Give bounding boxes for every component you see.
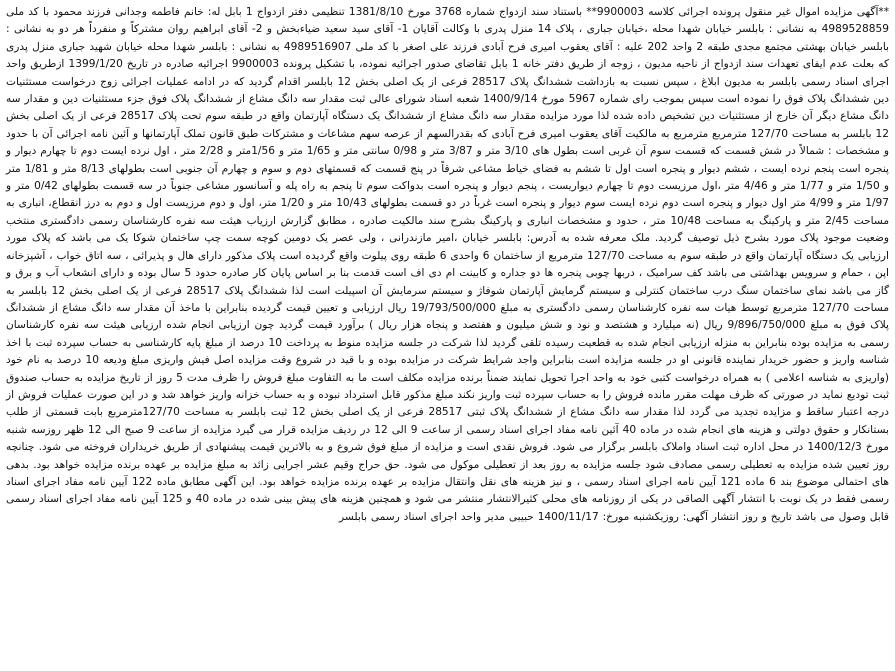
auction-notice-body: **آگهی مزایده اموال غیر منقول پرونده اجرائی کلاسه 9900003** باستناد سند ازدواج شماره 3768 مورخ 1381/8/10 تنظیمی دفتر ازدواج 1 بابل له: خانم فاطمه وجدانی فرزند محمود با کد ملی 4989528859 به نشانی : بابلسر خیابان شهدا محله ،خیابان جباری ، پلاک 14 منزل پدری با وکالت آقایان 1- آقای سید سعید ضیاءبخش و 2- آقای ابراهیم روان مشترکاً و منفرداً هر دو به نشانی : بابلسر خیابان بهشتی مجتمع مجدی طبقه 2 واحد 202 علیه : آقای یعقوب امیری فرح آبادی فرزند علی اصغر با کد ملی 4989516907 به نشانی : بابلسر شهدا محله خیابان شهید جباری منزل پدری که بعلت عدم ایفای تعهدات سند ازدواج از ناحیه مدیون ، زوجه از طریق دفتر خانه 1 بابل تقاضای صدور اجرائیه نموده، با تشکیل پرونده 9900003 اجرائیه صادره در تاریخ 1399/1/20 ازطریق واحد اجرای اسناد رسمی بابلسر به مدیون ابلاغ ، سپس نسبت به بازداشت ششدانگ پلاک 28517 فرعی از یک اصلی بخش 12 بابلسر اقدام گردید که در ادامه عملیات اجرائی زوج درخواست مستثنیات دین ششدانگ پلاک فوق را نموده است سپس بموجب رای شماره 5967 مورخ 1400/9/14 شعبه اسناد شورای عالی ثبت مقدار سه دانگ مشاع از ششدانگ پلاک فوق جزء مستثنیات دین و مقدار سه دانگ مشاع دیگر آن خارج از مستثنیات دین تشخیص داده شده لذا مورد مزایده مقدار سه دانگ مشاع از ششدانگ یک دستگاه آپارتمان واقع در طبقه سوم تحت پلاک 28517 فرعی از یک اصلی بخش 12 بابلسر به مساحت 127/70 مترمربع مترمربع به مالکیت آقای یعقوب امیری فرح آبادی که بقدرالسهم از عرصه سهم مشاعات و مشترکات طبق قانون تملک آپارتمانها و آئین نامه اجرائی آن با حدود و مشخصات : شمالاً در شش قسمت که قسمت سوم آن غربی است بطول های 3/10 متر و 3/87 متر و 0/98 سانتی متر و 1/65 متر و 1/56متر و 2/28 متر ، اول نرده ایست دوم تا چهارم دیوار و پنجره است پنجم نرده ایست ، ششم دیوار و پنجره است اول تا ششم به فضای خیاط مشاعی شرقاً در پنج قسمت که قسمتهای دوم و سوم و چهارم آن جنوبی است بطولهای 8/13 متر و 1/81 متر و 1/50 متر و 1/77 متر و 4/46 متر ،اول مرزیست دوم تا چهارم دیواریست ، پنجم دیوار و پنجره است بدواکت سوم تا پنجم به راه پله و آسانسور مشاعی جنوباً در سه قسمت بطولهای 0/42 متر و 1/97 متر و 4/99 متر اول دیوار و پنجره است دوم نرده ایست سوم دیوار و پنجره است غرباً در دو قسمت بطولهای 10/43 متر و 1/20 متر، اول و دوم مرزیست اول و دوم به درز انقطاع، انباری به مساحت 2/45 متر و پارکینگ به مساحت 10/48 متر ، حدود و مشخصات انباری و پارکینگ بشرح سند مالکیت صادره ، مطابق گزارش ارزیاب هیئت سه نفره کارشناسان رسمی دادگستری منتخب وضعیت موجود پلاک مورد بشرح ذیل توصیف گردید. ملک معرفه شده به آدرس: بابلسر خیابان ،امیر مازندرانی ، ولی عصر یک دومین کوچه سمت چپ ساختمان شوکا یک می باشد که پلاک مورد ارزیابی یک دستگاه آپارتمان واقع در طبقه سوم به مساحت 127/70 مترمربع از ساختمان 6 واحدی 6 طبقه روی پیلوت واقع گردیده است پلاک مذکور دارای هال و پذیرائی ، سه اتاق خواب ، آشپزخانه اپن ، حمام و سرویس بهداشتی می باشد کف سرامیک ، دربها چوبی پنجره ها دو جداره و کابینت ام دی اف است قدمت بنا بر اساس پایان کار صادره حدود 5 سال بوده و دارای انشعاب آب و برق و گاز می باشد نمای ساختمان سنگ درب ساختمان کنترلی و سیستم گرمایش آپارتمان شوفاژ و سیستم سرمایش آن اسپیلت است لذا ششدانگ پلاک 28517 فرعی از یک اصلی بخش 12 بابلسر به مساحت 127/70 مترمربع توسط هیات سه نفره کارشناسان رسمی دادگستری به مبلغ 19/793/500/000 ریال ارزیابی و تعیین قیمت گردیده بنابراین با ماخذ آن مقدار سه دانگ مشاع از ششدانگ پلاک فوق به مبلغ 9/896/750/000 ریال (نه میلیارد و هشتصد و نود و شش میلیون و هفتصد و پنجاه هزار ریال ) برآورد قیمت گردید چون ارزیابی انجام شده ارزیابی هیئت سه نفره کارشناسان رسمی به مزایده بوده بنابراین به منزله ارزیابی انجام شده به قطعیت رسیده تلقی گردید لذا شرکت در جلسه مزایده منوط به پرداخت 10 درصد از مبلغ پایه کارشناسی به حساب سپرده ثبت با اخذ شناسه واریز و حضور خریدار نماینده قانونی او در جلسه مزایده است بنابراین واجد شرایط شرکت در مزایده بوده و با قید در شروع وقت مزایده اصل فیش واریزی مبلغ ودیعه 10 درصد به نام خود (واریزی به شناسه اعلامی ) به همراه درخواست کتبی خود به واحد اجرا تحویل نمایند ضمناً برنده مزایده مکلف است ما به التفاوت مبلغ فروش را ظرف مدت 5 روز از تاریخ مزایده به حساب صندوق ثبت تودیع نماید در صورتی که ظرف مهلت مقرر مانده فروش را به حساب سپرده ثبت واریز نکند مبلغ مذکور قابل استرداد نبوده و به حساب خزانه واریز خواهد شد و در این صورت عملیات فروش از درجه اعتبار ساقط و مزایده تجدید می گردد لذا مقدار سه دانگ مشاع از ششدانگ پلاک ثبتی 28517 فرعی از یک اصلی بخش 12 ثبت بابلسر به مساحت 127/70مترمربع بابت قسمتی از طلب بستانکار و حقوق دولتی و هزینه های انجام شده در ماده 40 آئین نامه مفاد اجرای اسناد رسمی از ساعت 9 الی 12 در ردیف مزایده قرار می گیرد مزایده از ساعت 9 صبح الی 12 ظهر روزسه شنبه مورخ 1400/12/3 در محل اداره ثبت اسناد واملاک بابلسر برگزار می شود. فروش نقدی است و مزایده از مبلغ فوق شروع و به بالاترین قیمت پیشنهادی از طریق خریداران فروخته می شود. چنانچه روز تعیین شده مزایده به تعطیلی رسمی مصادف شود جلسه مزایده به روز بعد از تعطیلی موکول می شود. حق حراج وقیم عشر اجرایی زائد به مبلغ مزایده بر عهده برنده مزایده خواهد بود. بدهی های احتمالی موضوع بند 6 ماده 121 آیین نامه اجرای اسناد رسمی ، و نیز هزینه های نقل وانتقال مزایده بر عهده برنده مزایده خواهد بود. این آگهی مطابق ماده 122 آیین نامه مفاد اجرای اسناد رسمی فقط در یک نوبت با انتشار آگهی الصاقی در یکی از روزنامه های محلی کثیرالانتشار منتشر می شود و همچنین هزینه های پیش بینی شده در ماده 40 و 125 آیین نامه مفاد اجرای اسناد رسمی قابل وصول می باشد تاریخ و روز انتشار آگهی: روزیکشنبه مورخ: 1400/11/17 حبیبی مدیر واحد اجرای اسناد رسمی بابلسر	[6, 6, 890, 523]
